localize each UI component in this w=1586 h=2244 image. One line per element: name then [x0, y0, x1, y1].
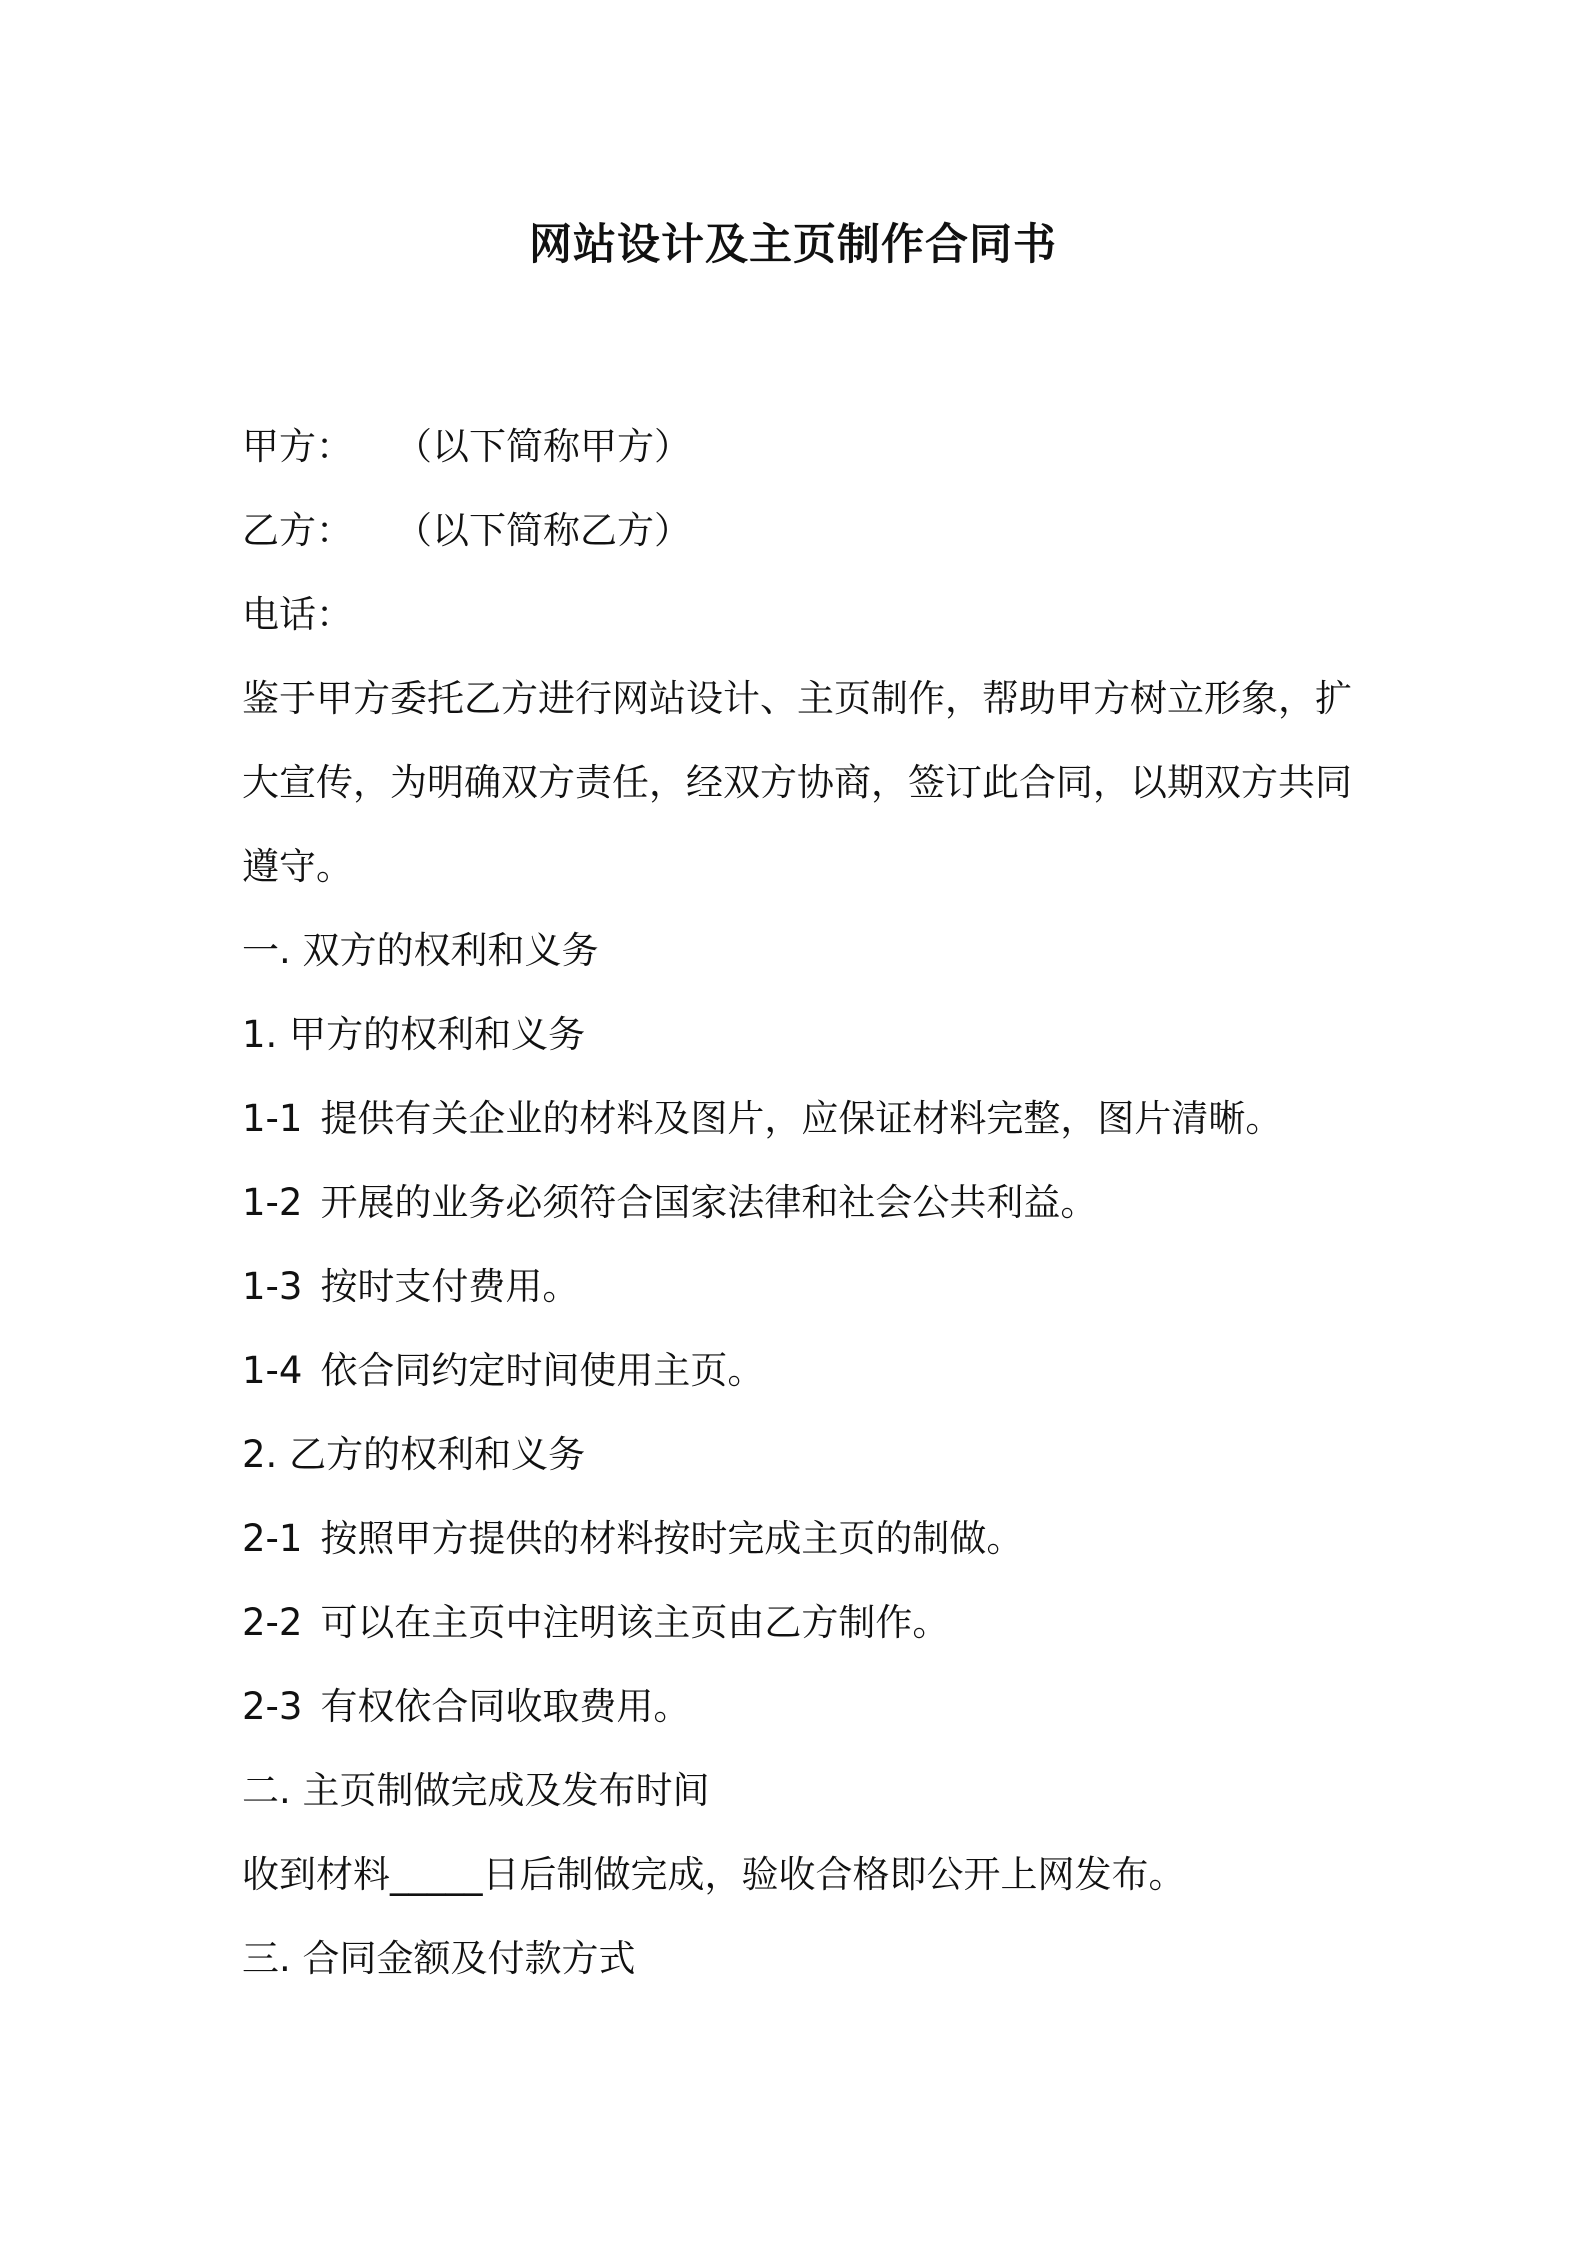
clause-number: 1-2 [242, 1181, 303, 1224]
clause-item [242, 1665, 1362, 1749]
party-a-label: 甲方： [242, 425, 353, 468]
phone-label: 电话： [242, 593, 353, 636]
document-body [242, 405, 1362, 2001]
clause-item [242, 1497, 1362, 1581]
preamble-line: 遵守。 [242, 845, 353, 888]
phone-line [242, 573, 1362, 657]
clause-item [242, 1077, 1362, 1161]
section-2-heading: 二. 主页制做完成及发布时间 [242, 1769, 710, 1812]
clause-item [242, 1581, 1362, 1665]
party-b-note: （以下简称乙方） [395, 509, 691, 552]
clause-text: 有权依合同收取费用。 [320, 1685, 691, 1728]
section-3-heading: 三. 合同金额及付款方式 [242, 1937, 636, 1980]
clause-item [242, 1161, 1362, 1245]
clause-number: 1-3 [242, 1265, 303, 1308]
subsection-2-heading: 2. 乙方的权利和义务 [242, 1433, 586, 1476]
clause-text: 按时支付费用。 [320, 1265, 580, 1308]
party-b-label: 乙方： [242, 509, 353, 552]
preamble-line: 大宣传，为明确双方责任，经双方协商，签订此合同，以期双方共同 [242, 761, 1352, 804]
clause-number: 2-3 [242, 1685, 303, 1728]
clause-number: 1-1 [242, 1097, 303, 1140]
clause-text: 开展的业务必须符合国家法律和社会公共利益。 [320, 1181, 1098, 1224]
clause-text: 依合同约定时间使用主页。 [320, 1349, 765, 1392]
party-b-line [242, 489, 1362, 573]
clause-item [242, 1245, 1362, 1329]
clause-text: 可以在主页中注明该主页由乙方制作。 [320, 1601, 950, 1644]
document-title: 网站设计及主页制作合同书 [529, 220, 1057, 270]
clause-number: 2-1 [242, 1517, 303, 1560]
clause-text: 按照甲方提供的材料按时完成主页的制做。 [320, 1517, 1024, 1560]
clause-text: 提供有关企业的材料及图片，应保证材料完整，图片清晰。 [320, 1097, 1283, 1140]
clause-number: 1-4 [242, 1349, 303, 1392]
party-a-note: （以下简称甲方） [395, 425, 691, 468]
clause-number: 2-2 [242, 1601, 303, 1644]
preamble-line: 鉴于甲方委托乙方进行网站设计、主页制作，帮助甲方树立形象，扩 [242, 677, 1352, 720]
clause-item [242, 1329, 1362, 1413]
section-1-heading: 一. 双方的权利和义务 [242, 929, 599, 972]
subsection-1-heading: 1. 甲方的权利和义务 [242, 1013, 586, 1056]
section-2-text: 收到材料_____日后制做完成，验收合格即公开上网发布。 [242, 1853, 1186, 1896]
party-a-line [242, 405, 1362, 489]
